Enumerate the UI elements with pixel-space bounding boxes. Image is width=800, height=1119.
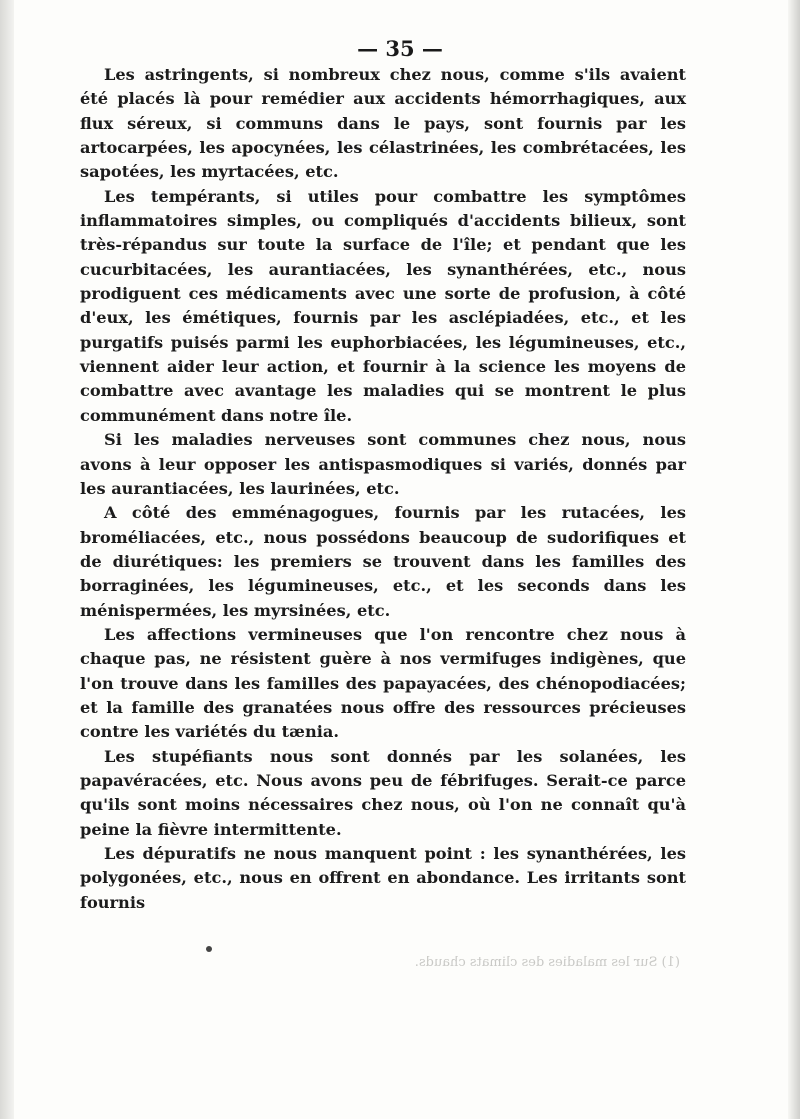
paragraph-emmenagogues: A côté des emménagogues, fournis par les rutacées, les broméliacées, etc., nous possédons beaucoup de sudorifiques et de diurétiques: les premiers se trouvent dans les familles des borraginées, les légumineuses, etc., et les seconds dans les ménispermées, les myrsinées, etc. — [80, 503, 686, 620]
paragraph-depuratifs: Les dépuratifs ne nous manquent point : les synanthérées, les polygonées, etc., nous en offrent en abondance. Les irritants sont fournis — [80, 844, 686, 912]
paragraph-vermifuges: Les affections vermineuses que l'on rencontre chez nous à chaque pas, ne résistent guère à nos vermifuges indigènes, que l'on trouve dans les familles des papayacées, des chénopodiacées; et la famille des granatées nous offre des ressources précieuses contre les variétés du tænia. — [80, 624, 686, 742]
page-number: — 35 — — [357, 36, 443, 61]
ink-speck — [206, 946, 212, 952]
paragraph-stupefiants: Les stupéfiants nous sont donnés par les solanées, les papavéracées, etc. Nous avons peu de fébrifuges. Serait-ce parce qu'ils sont moins nécessaires chez nous, où l'on ne connaît qu'à peine la fièvre intermittente. — [80, 746, 686, 839]
page-right-shadow — [788, 0, 800, 1119]
page-left-shadow — [0, 0, 14, 1119]
paragraph-astringents: Les astringents, si nombreux chez nous, comme s'ils avaient été placés là pour remédier aux accidents hémorrhagiques, aux flux séreux, si communs dans le pays, sont fournis par les artocarpées, les apocynées, les célastrinées, les combrétacées, les sapotées, les myrtacées, etc. — [80, 65, 686, 182]
paragraph-nervous-diseases: Si les maladies nerveuses sont communes chez nous, nous avons à leur opposer les antispasmodiques si variés, donnés par les aurantiacées, les laurinées, etc. — [80, 430, 686, 498]
body-text — [80, 63, 686, 915]
paragraph-temperants: Les tempérants, si utiles pour combattre les symptômes inflammatoires simples, ou compliqués d'accidents bilieux, sont très-répandus sur toute la surface de l'île; et pendant que les cucurbitacées, les aurantiacées, les synanthérées, etc., nous prodiguent ces médicaments avec une sorte de profusion, à côté d'eux, les émétiques, fournis par les asclépiadées, etc., et les purgatifs puisés parmi les euphorbiacées, les légumineuses, etc., viennent aider leur action, et fournir à la science les moyens de combattre avec avantage les maladies qui se montrent le plus communément dans notre île. — [80, 186, 686, 425]
bleed-through-footnote: (1) Sur les maladies des climats chauds. — [414, 955, 680, 970]
